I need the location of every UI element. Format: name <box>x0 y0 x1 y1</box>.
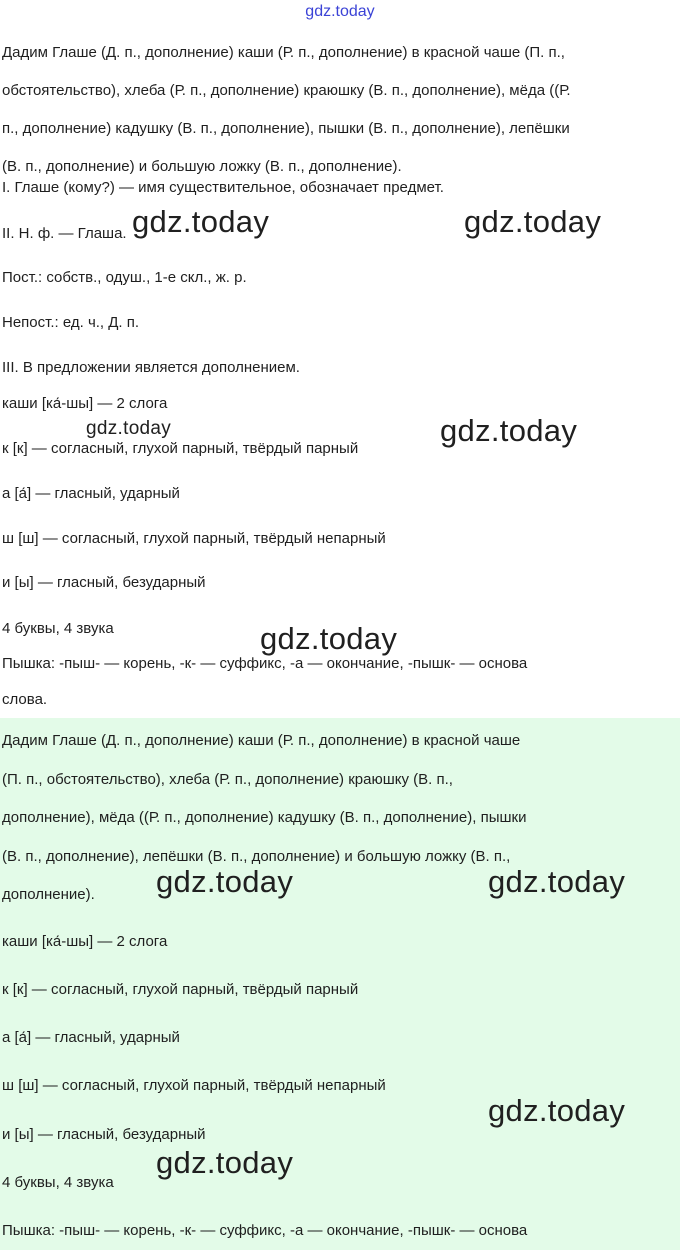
watermark: gdz.today <box>464 204 602 239</box>
phonetic-k: к [к] — согласный, глухой парный, твёрдый парный <box>2 981 359 998</box>
watermark: gdz.today <box>440 413 578 448</box>
watermark: gdz.today <box>488 864 626 899</box>
watermark: gdz.today <box>156 1145 294 1180</box>
text-line: дополнение). <box>2 886 95 903</box>
phonetic-a: а [а́] — гласный, ударный <box>2 485 180 502</box>
text-line: п., дополнение) кадушку (В. п., дополнение), пышки (В. п., дополнение), лепёшки <box>2 120 570 137</box>
word-composition: Пышка: -пыш- — корень, -к- — суффикс, -а — окончание, -пышк- — основа <box>2 1222 528 1239</box>
phonetic-title: каши [ка́-шы] — 2 слога <box>2 933 168 950</box>
text-line: (П. п., обстоятельство), хлеба (Р. п., дополнение) краюшку (В. п., <box>2 770 453 788</box>
phonetic-title: каши [ка́-шы] — 2 слога <box>2 395 168 412</box>
watermark: gdz.today <box>132 204 270 239</box>
watermark: gdz.today <box>260 621 398 656</box>
text-line: (В. п., дополнение) и большую ложку (В. п., дополнение). <box>2 158 402 175</box>
text-line: обстоятельство), хлеба (Р. п., дополнение) краюшку (В. п., дополнение), мёда ((Р. <box>2 82 571 99</box>
phonetic-sh: ш [ш] — согласный, глухой парный, твёрдый непарный <box>2 530 386 547</box>
morph-part-of-speech: I. Глаше (кому?) — имя существительное, обозначает предмет. <box>2 179 444 196</box>
phonetic-a: а [а́] — гласный, ударный <box>2 1029 180 1046</box>
morph-variable-features: Непост.: ед. ч., Д. п. <box>2 314 140 331</box>
morph-constant-features: Пост.: собств., одуш., 1-е скл., ж. р. <box>2 269 247 286</box>
text-line: Пышка: -пыш- — корень, -к- — суффикс, -а — окончание, -пышк- — основа <box>2 655 528 672</box>
phonetic-count: 4 буквы, 4 звука <box>2 620 114 637</box>
phonetic-k: к [к] — согласный, глухой парный, твёрдый парный <box>2 440 359 457</box>
morph-initial-form: II. Н. ф. — Глаша. <box>2 225 127 242</box>
text-line: Дадим Глаше (Д. п., дополнение) каши (Р. п., дополнение) в красной чаше <box>2 732 521 749</box>
phonetic-sh: ш [ш] — согласный, глухой парный, твёрдый непарный <box>2 1077 386 1094</box>
solution-1-sentence <box>2 34 571 186</box>
phonetic-y: и [ы] — гласный, безударный <box>2 1126 206 1143</box>
phonetic-y: и [ы] — гласный, безударный <box>2 574 206 591</box>
site-logo[interactable]: gdz.today <box>305 3 375 20</box>
watermark: gdz.today <box>156 864 294 899</box>
text-line: Дадим Глаше (Д. п., дополнение) каши (Р. п., дополнение) в красной чаше (П. п., <box>2 44 565 61</box>
text-line: слова. <box>2 691 48 708</box>
text-line: (В. п., дополнение), лепёшки (В. п., дополнение) и большую ложку (В. п., <box>2 847 511 865</box>
morph-syntax-role: III. В предложении является дополнением. <box>2 359 300 376</box>
phonetic-count: 4 буквы, 4 звука <box>2 1174 114 1191</box>
watermark: gdz.today <box>86 418 172 439</box>
text-line: дополнение), мёда ((Р. п., дополнение) кадушку (В. п., дополнение), пышки <box>2 809 527 826</box>
watermark: gdz.today <box>488 1093 626 1128</box>
